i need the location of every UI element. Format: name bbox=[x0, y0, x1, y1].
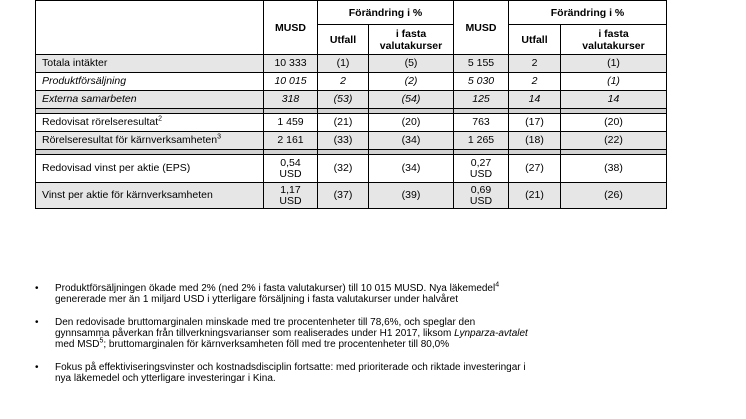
cell-value: 0,27 USD bbox=[454, 155, 509, 183]
cell-value: (20) bbox=[369, 114, 454, 132]
table-row bbox=[36, 183, 667, 209]
header-fx-1: i fasta valutakurser bbox=[369, 25, 454, 55]
cell-value: (34) bbox=[369, 132, 454, 150]
header-change-1: Förändring i % bbox=[318, 1, 454, 25]
cell-value: (1) bbox=[318, 55, 369, 73]
bullet-item: • Fokus på effektiviseringsvinster och kostnadsdisciplin fortsatte: med prioriterade och riktade investeringar i nya läkemedel och ytterligare investeringar i Kina. bbox=[35, 362, 526, 384]
cell-value: 5 155 bbox=[454, 55, 509, 73]
cell-value: (2) bbox=[369, 73, 454, 91]
cell-value: (1) bbox=[561, 55, 667, 73]
cell-value: (54) bbox=[369, 91, 454, 109]
cell-value: (53) bbox=[318, 91, 369, 109]
row-label: Redovisat rörelseresultat$^2$ bbox=[36, 114, 264, 132]
cell-value: 5 030 bbox=[454, 73, 509, 91]
bullet-icon: • bbox=[35, 317, 39, 328]
row-label: Totala intäkter bbox=[36, 55, 264, 73]
header-musd-1: MUSD bbox=[264, 1, 318, 55]
cell-value: 1 265 bbox=[454, 132, 509, 150]
header-label-cell bbox=[36, 1, 264, 55]
header-musd-2: MUSD bbox=[454, 1, 509, 55]
header-row-1 bbox=[36, 1, 667, 25]
cell-value: 763 bbox=[454, 114, 509, 132]
cell-value: 318 bbox=[264, 91, 318, 109]
row-label: Redovisad vinst per aktie (EPS) bbox=[36, 155, 264, 183]
header-fx-2: i fasta valutakurser bbox=[561, 25, 667, 55]
bullet-icon: • bbox=[35, 362, 39, 373]
header-change-2: Förändring i % bbox=[509, 1, 667, 25]
bullet-item: • Den redovisade bruttomarginalen minskade med tre procentenheter till 78,6%, och speglar den gynnsamma påverkan från tillverkningsvarianser som realiserades under H1 2017, liksom Lynparza-avtalet med MSD$^5$; bruttomarginalen för kärnverksamheten föll med tre procentenheter till 80,0% bbox=[35, 317, 528, 350]
cell-value: 1 459 bbox=[264, 114, 318, 132]
cell-value: 2 bbox=[509, 73, 561, 91]
cell-value: (38) bbox=[561, 155, 667, 183]
cell-value: 125 bbox=[454, 91, 509, 109]
cell-value: 14 bbox=[561, 91, 667, 109]
table-row bbox=[36, 73, 667, 91]
cell-value: 0,69 USD bbox=[454, 183, 509, 209]
table-row bbox=[36, 155, 667, 183]
table-row bbox=[36, 114, 667, 132]
cell-value: (21) bbox=[509, 183, 561, 209]
cell-value: (17) bbox=[509, 114, 561, 132]
table-row bbox=[36, 91, 667, 109]
financial-summary-table bbox=[35, 0, 667, 209]
cell-value: (34) bbox=[369, 155, 454, 183]
cell-value: 10 015 bbox=[264, 73, 318, 91]
cell-value: (22) bbox=[561, 132, 667, 150]
row-label: Externa samarbeten bbox=[36, 91, 264, 109]
cell-value: 10 333 bbox=[264, 55, 318, 73]
table-row bbox=[36, 55, 667, 73]
bullet-item: • Produktförsäljningen ökade med 2% (ned 2% i fasta valutakurser) till 10 015 MUSD. Nya läkemedel$^4$ genererade mer än 1 miljard USD i ytterligare försäljning i fasta valutakurser under halvåret bbox=[35, 281, 500, 305]
header-utfall-2: Utfall bbox=[509, 25, 561, 55]
cell-value: (18) bbox=[509, 132, 561, 150]
cell-value: (5) bbox=[369, 55, 454, 73]
cell-value: 2 bbox=[318, 73, 369, 91]
cell-value: (32) bbox=[318, 155, 369, 183]
row-label: Rörelseresultat för kärnverksamheten$^3$ bbox=[36, 132, 264, 150]
cell-value: (37) bbox=[318, 183, 369, 209]
cell-value: 2 161 bbox=[264, 132, 318, 150]
cell-value: (39) bbox=[369, 183, 454, 209]
cell-value: (1) bbox=[561, 73, 667, 91]
bullet-icon: • bbox=[35, 283, 39, 294]
cell-value: (20) bbox=[561, 114, 667, 132]
cell-value: 1,17 USD bbox=[264, 183, 318, 209]
row-label: Vinst per aktie för kärnverksamheten bbox=[36, 183, 264, 209]
cell-value: (21) bbox=[318, 114, 369, 132]
table-row bbox=[36, 132, 667, 150]
row-label: Produktförsäljning bbox=[36, 73, 264, 91]
bullet-list bbox=[35, 283, 675, 396]
cell-value: 2 bbox=[509, 55, 561, 73]
cell-value: (33) bbox=[318, 132, 369, 150]
cell-value: 0,54 USD bbox=[264, 155, 318, 183]
cell-value: (27) bbox=[509, 155, 561, 183]
header-utfall-1: Utfall bbox=[318, 25, 369, 55]
cell-value: 14 bbox=[509, 91, 561, 109]
cell-value: (26) bbox=[561, 183, 667, 209]
